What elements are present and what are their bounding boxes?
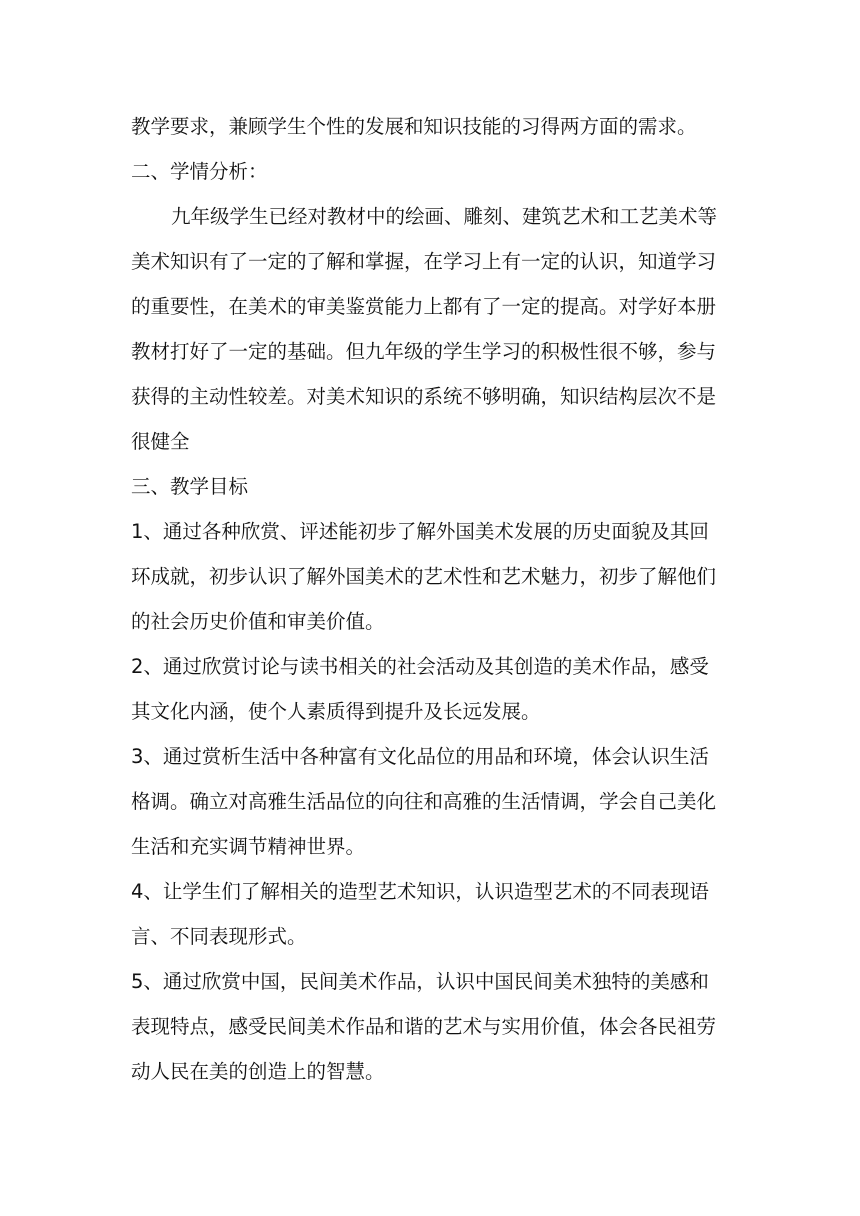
text-line: 教材打好了一定的基础。但九年级的学生学习的积极性很不够，参与: [131, 340, 717, 363]
text-line: 获得的主动性较差。对美术知识的系统不够明确，知识结构层次不是: [131, 385, 717, 408]
text-line: 其文化内涵，使个人素质得到提升及长远发展。: [131, 700, 541, 723]
text-line: 美术知识有了一定的了解和掌握，在学习上有一定的认识，知道学习: [131, 250, 717, 273]
text-line: 生活和充实调节精神世界。: [131, 835, 366, 858]
text-line: 九年级学生已经对教材中的绘画、雕刻、建筑艺术和工艺美术等: [171, 205, 718, 228]
goal-item-2: 2、通过欣赏讨论与读书相关的社会活动及其创造的美术作品，感受: [131, 655, 709, 678]
goal-item-1: 1、通过各种欣赏、评述能初步了解外国美术发展的历史面貌及其回: [131, 520, 709, 543]
text-line: 格调。确立对高雅生活品位的向往和高雅的生活情调，学会自己美化: [131, 790, 717, 813]
text-line: 的社会历史价值和审美价值。: [131, 610, 385, 633]
text-line: 言、不同表现形式。: [131, 925, 307, 948]
text-line: 表现特点，感受民间美术作品和谐的艺术与实用价值，体会各民祖劳: [131, 1015, 717, 1038]
text-line: 很健全: [131, 430, 190, 453]
text-line: 动人民在美的创造上的智慧。: [131, 1060, 385, 1083]
section-heading-learning-analysis: 二、学情分析：: [131, 160, 268, 183]
text-line: 的重要性，在美术的审美鉴赏能力上都有了一定的提高。对学好本册: [131, 295, 717, 318]
goal-item-3: 3、通过赏析生活中各种富有文化品位的用品和环境，体会认识生活: [131, 745, 709, 768]
text-line: 教学要求，兼顾学生个性的发展和知识技能的习得两方面的需求。: [131, 115, 697, 138]
section-heading-teaching-goals: 三、教学目标: [131, 475, 249, 498]
goal-item-4: 4、让学生们了解相关的造型艺术知识，认识造型艺术的不同表现语: [131, 880, 709, 903]
goal-item-5: 5、通过欣赏中国，民间美术作品，认识中国民间美术独特的美感和: [131, 970, 709, 993]
text-line: 环成就，初步认识了解外国美术的艺术性和艺术魅力，初步了解他们: [131, 565, 717, 588]
document-body: [131, 104, 731, 1094]
